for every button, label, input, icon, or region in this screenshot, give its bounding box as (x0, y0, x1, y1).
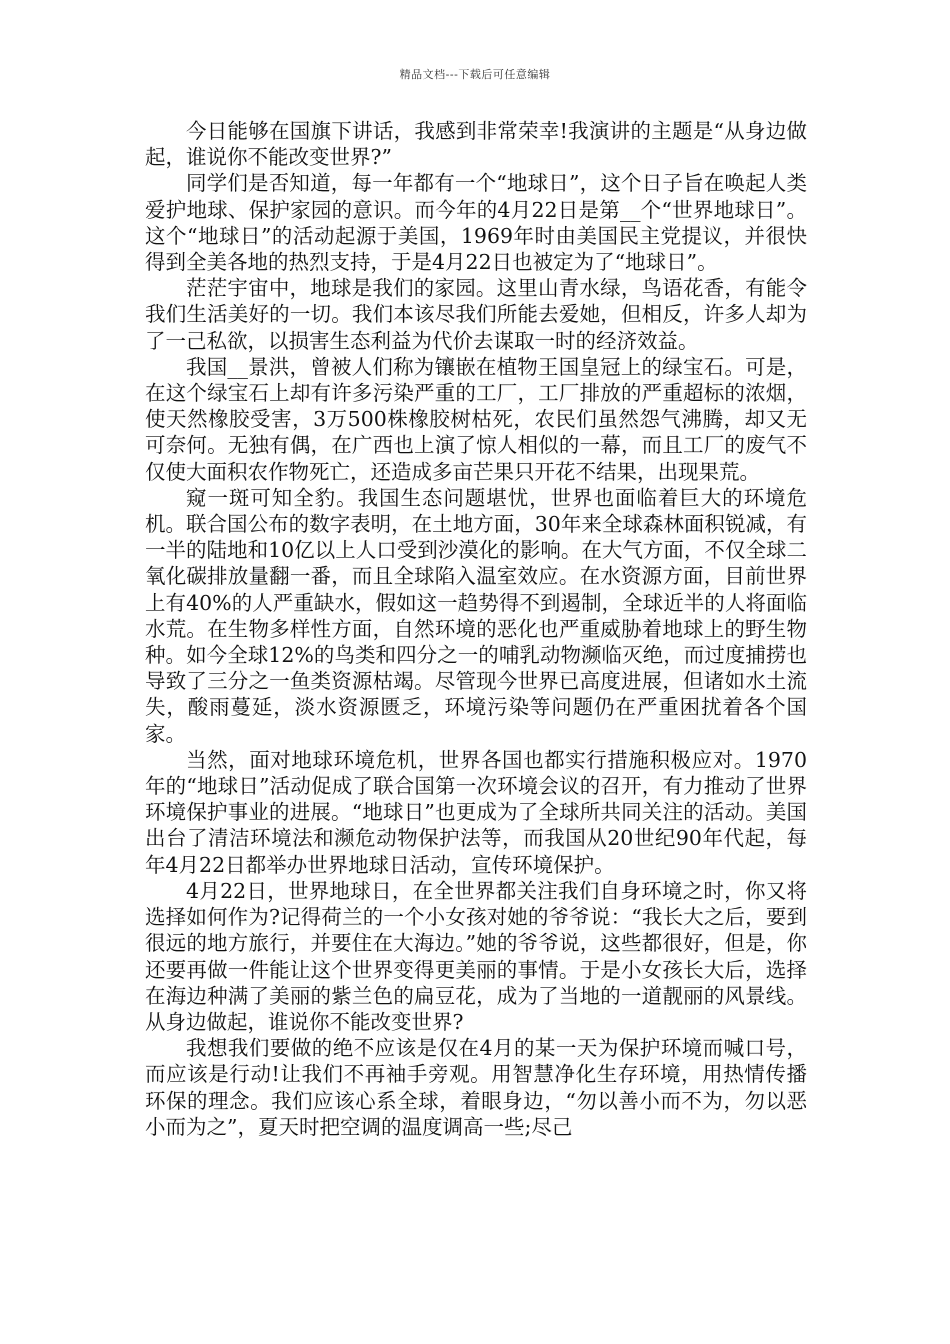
paragraph-earth-home: 茫茫宇宙中，地球是我们的家园。这里山青水绿，鸟语花香，有能令我们生活美好的一切。我们本该尽我们所能去爱她，但相反，许多人却为了一己私欲，以损害生态利益为代价去谋取一时的经济效益。 (145, 276, 807, 353)
paragraph-intro: 今日能够在国旗下讲话，我感到非常荣幸!我演讲的主题是“从身边做起，谁说你不能改变世界?” (145, 119, 807, 170)
paragraph-jinghong: 我国__景洪，曾被人们称为镶嵌在植物王国皇冠上的绿宝石。可是，在这个绿宝石上却有许多污染严重的工厂，工厂排放的严重超标的浓烟，使天然橡胶受害，3万500株橡胶树枯死，农民们虽然怨气沸腾，却又无可奈何。无独有偶，在广西也上演了惊人相似的一幕，而且工厂的废气不仅使大面积农作物死亡，还造成多亩芒果只开花不结果，出现果荒。 (145, 354, 807, 484)
page-header: 精品文档---下载后可任意编辑 (399, 68, 551, 81)
paragraph-global-crisis: 窥一斑可知全豹。我国生态问题堪忧，世界也面临着巨大的环境危机。联合国公布的数字表明，在土地方面，30年来全球森林面积锐减，有一半的陆地和10亿以上人口受到沙漠化的影响。在大气方面，不仅全球二氧化碳排放量翻一番，而且全球陷入温室效应。在水资源方面，目前世界上有40%的人严重缺水，假如这一趋势得不到遏制，全球近半的人将面临水荒。在生物多样性方面，自然环境的恶化也严重威胁着地球上的野生物种。如今全球12%的鸟类和四分之一的哺乳动物濒临灭绝，而过度捕捞也导致了三分之一鱼类资源枯竭。尽管现今世界已高度进展，但诸如水土流失，酸雨蔓延，淡水资源匮乏，环境污染等问题仍在严重困扰着各个国家。 (145, 485, 807, 746)
paragraph-countermeasures: 当然，面对地球环境危机，世界各国也都实行措施积极应对。1970年的“地球日”活动促成了联合国第一次环境会议的召开，有力推动了世界环境保护事业的进展。“地球日”也更成为了全球所共同关注的活动。美国出台了清洁环境法和濒危动物保护法等，而我国从20世纪90年代起，每年4月22日都举办世界地球日活动，宣传环境保护。 (145, 747, 807, 877)
paragraph-call-to-action: 我想我们要做的绝不应该是仅在4月的某一天为保护环境而喊口号，而应该是行动!让我们不再袖手旁观。用智慧净化生存环境，用热情传播环保的理念。我们应该心系全球，着眼身边，“勿以善小而不为，勿以恶小而为之”，夏天时把空调的温度调高一些;尽己 (145, 1036, 807, 1139)
paragraph-dutch-girl: 4月22日，世界地球日，在全世界都关注我们自身环境之时，你又将选择如何作为?记得荷兰的一个小女孩对她的爷爷说：“我长大之后，要到很远的地方旅行，并要住在大海边。”她的爷爷说，这些都很好，但是，你还要再做一件能让这个世界变得更美丽的事情。于是小女孩长大后，选择在海边种满了美丽的紫兰色的扁豆花，成为了当地的一道靓丽的风景线。从身边做起，谁说你不能改变世界? (145, 878, 807, 1034)
document-body (145, 118, 807, 1140)
paragraph-earth-day-origin: 同学们是否知道，每一年都有一个“地球日”，这个日子旨在唤起人类爱护地球、保护家园的意识。而今年的4月22日是第__个“世界地球日”。这个“地球日”的活动起源于美国，1969年时由美国民主党提议，并很快得到全美各地的热烈支持，于是4月22日也被定为了“地球日”。 (145, 171, 807, 275)
